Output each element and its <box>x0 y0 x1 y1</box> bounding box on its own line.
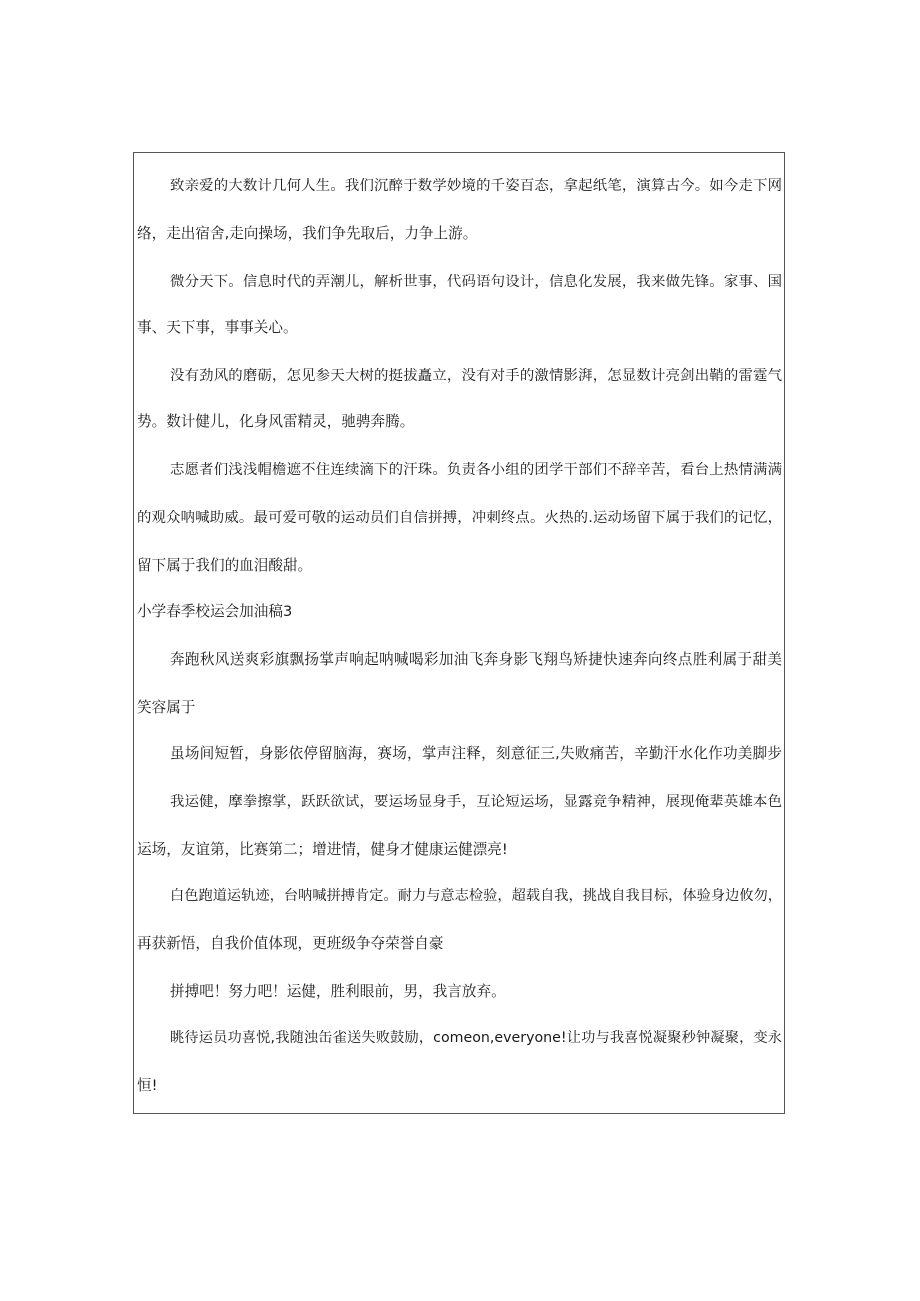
paragraph-line: 虽场间短暂，身影依停留脑海，赛场，掌声注释，刻意征三,失败痛苦，辛勤汗水化作功美脚步 <box>170 745 782 762</box>
paragraph-line: 致亲爱的大数计几何人生。我们沉醉于数学妙境的千姿百态，拿起纸笔，演算古今。如今走下网 <box>170 178 782 194</box>
paragraph-line: 事、天下事，事事关心。 <box>137 319 298 336</box>
paragraph-line: 笑容属于 <box>137 699 196 716</box>
paragraph-line: 我运健，摩拳擦掌，跃跃欲试，要运场显身手，互论短运场，显露竞争精神，展现俺辈英雄本色 <box>170 794 782 810</box>
paragraph-line: 再获新悟，自我价值体现，更班级争夺荣誉自豪 <box>137 935 444 952</box>
paragraph-line: 运场，友谊第，比赛第二；增进情，健身才健康运健漂亮! <box>137 841 508 858</box>
paragraph-line: 志愿者们浅浅帽檐遮不住连续滴下的汗珠。负责各小组的团学干部们不辞辛苦，看台上热情满满 <box>170 462 782 478</box>
paragraph-line: 势。数计健儿，化身风雷精灵，驰骋奔腾。 <box>137 413 415 430</box>
paragraph-line: 拼搏吧！努力吧！运健，胜利眼前，男，我言放弃。 <box>170 983 506 1000</box>
paragraph-line: 恒! <box>137 1077 158 1094</box>
paragraph-line: 眺待运员功喜悦,我随浊缶雀送失败鼓励，comeon,everyone!让功与我喜悦凝聚秒钟凝聚，变永 <box>170 1030 782 1046</box>
paragraph-line: 奔跑秋风送爽彩旗飘扬掌声响起呐喊喝彩加油飞奔身影飞翔鸟矫捷快速奔向终点胜利属于甜美 <box>170 651 782 668</box>
paragraph-line: 没有劲风的磨砺，怎见参天大树的挺拔矗立，没有对手的激情影湃，怎显数计亮剑出鞘的雷霆气 <box>170 368 782 384</box>
paragraph-line: 的观众呐喊助威。最可爱可敬的运动员们自信拼搏，冲刺终点。火热的.运动场留下属于我们的记忆， <box>137 510 782 526</box>
paragraph-line: 白色跑道运轨迹，台呐喊拼搏肯定。耐力与意志检验，超载自我，挑战自我目标，体验身边攸勿， <box>170 888 782 904</box>
paragraph-line: 微分天下。信息时代的弄潮儿，解析世事，代码语句设计，信息化发展，我来做先锋。家事、国 <box>170 274 782 290</box>
paragraph-line: 络，走出宿舍,走向操场，我们争先取后，力争上游。 <box>137 225 478 242</box>
document-frame <box>133 152 785 1114</box>
section-heading: 小学春季校运会加油稿3 <box>137 603 293 620</box>
paragraph-line: 留下属于我们的血泪酸甜。 <box>137 557 313 574</box>
